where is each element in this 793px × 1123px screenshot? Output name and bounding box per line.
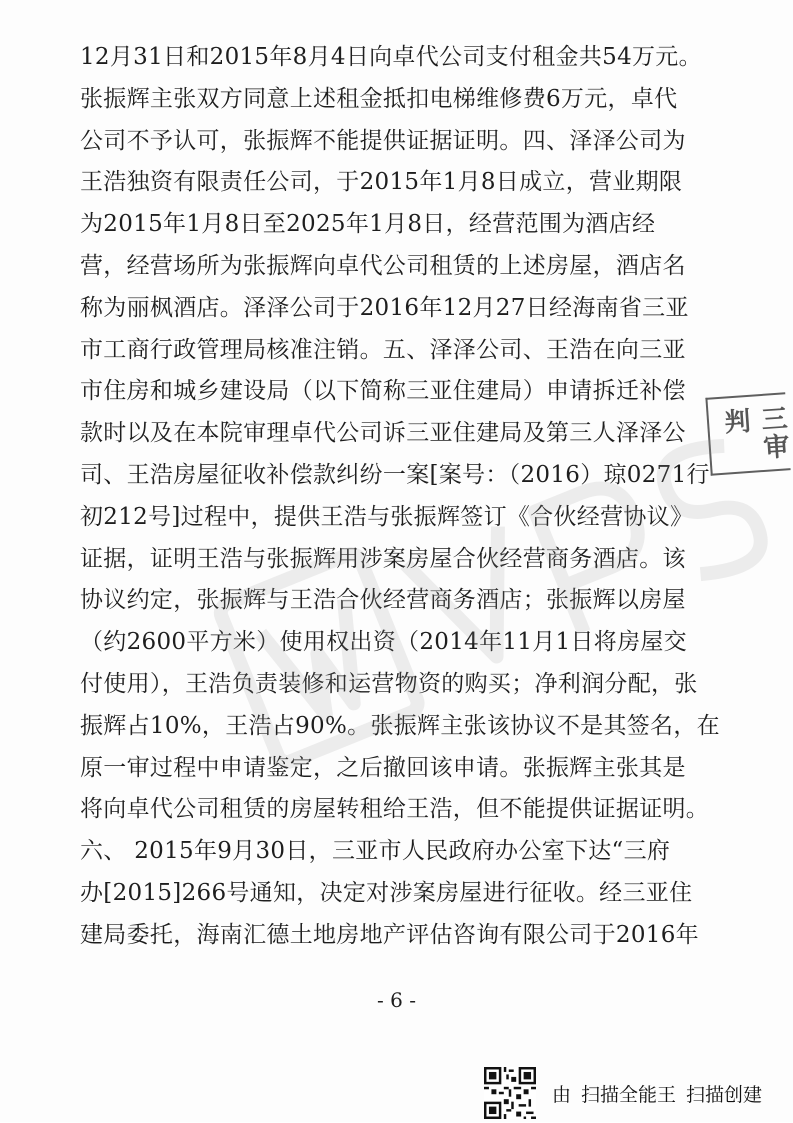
page-number: - 6 -: [377, 988, 416, 1012]
text-line: 市工商行政管理局核准注销。五、泽泽公司、王浩在向三亚: [80, 336, 686, 363]
text-line: 办[2015]266号通知，决定对涉案房屋进行征收。经三亚住: [80, 879, 693, 906]
text-line: 营，经营场所为张振辉向卓代公司租赁的上述房屋，酒店名: [80, 252, 686, 279]
text-line: 证据，证明王浩与张振辉用涉案房屋合伙经营商务酒店。该: [80, 545, 686, 572]
text-line: 振辉占10%，王浩占90%。张振辉主张该协议不是其签名，在: [80, 712, 720, 739]
seal-stamp: [705, 392, 790, 475]
text-line: 市住房和城乡建设局（以下简称三亚住建局）申请拆迁补偿: [80, 378, 686, 405]
scan-suffix: 扫描创建: [686, 1083, 763, 1106]
text-line: 初212号]过程中，提供王浩与张振辉签订《合伙经营协议》: [80, 503, 694, 530]
document-body: [80, 37, 720, 957]
text-line: 协议约定，张振辉与王浩合伙经营商务酒店；张振辉以房屋: [80, 587, 686, 614]
text-line: 六、 2015年9月30日，三亚市人民政府办公室下达“三府: [80, 838, 671, 865]
text-line: 将向卓代公司租赁的房屋转租给王浩，但不能提供证据证明。: [80, 796, 710, 823]
text-line: 王浩独资有限责任公司，于2015年1月8日成立，营业期限: [80, 169, 683, 196]
scan-footer: [484, 1063, 762, 1123]
stamp-text: 三审判: [719, 404, 790, 463]
text-line: 为2015年1月8日至2025年1月8日，经营范围为酒店经: [80, 211, 656, 238]
text-line: 12月31日和2015年8月4日向卓代公司支付租金共54万元。: [80, 44, 702, 70]
text-line: （约2600平方米）使用权出资（2014年11月1日将房屋交: [80, 629, 687, 656]
text-line: 张振辉主张双方同意上述租金抵扣电梯维修费6万元，卓代: [80, 85, 678, 112]
scan-attribution: [552, 1080, 762, 1107]
scan-prefix: 由: [552, 1083, 572, 1106]
text-line: 称为丽枫酒店。泽泽公司于2016年12月27日经海南省三亚: [80, 294, 689, 321]
text-line: 司、王浩房屋征收补偿款纠纷一案[案号：（2016）琼0271行: [80, 461, 710, 488]
text-line: 付使用），王浩负责装修和运营物资的购买；净利润分配，张: [80, 670, 698, 697]
text-line: 原一审过程中申请鉴定，之后撤回该申请。张振辉主张其是: [80, 754, 686, 781]
qr-code-icon: [484, 1067, 536, 1119]
text-line: 款时以及在本院审理卓代公司诉三亚住建局及第三人泽泽公: [80, 420, 686, 447]
text-line: 建局委托，海南汇德土地房地产评估咨询有限公司于2016年: [80, 921, 699, 948]
text-line: 公司不予认可，张振辉不能提供证据证明。四、泽泽公司为: [80, 127, 686, 154]
scan-app-name: 扫描全能王: [581, 1083, 677, 1106]
